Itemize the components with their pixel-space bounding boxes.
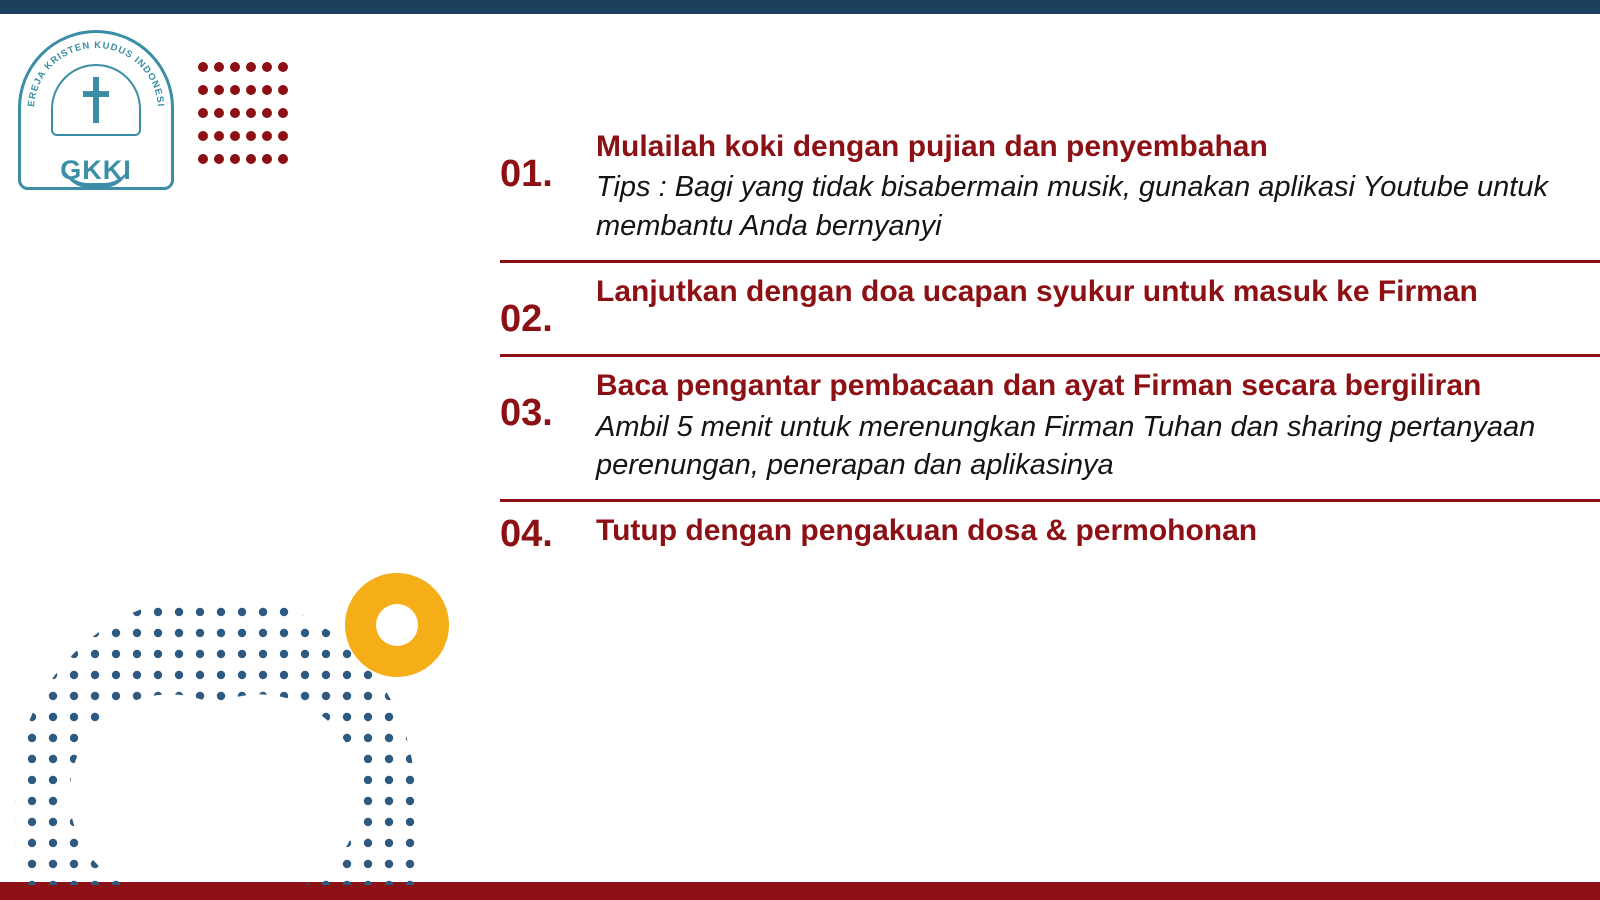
decorative-dot-grid xyxy=(198,62,294,177)
step-item xyxy=(500,354,1600,499)
logo-wordmark: GKKI xyxy=(60,155,132,185)
step-content xyxy=(596,512,1600,550)
step-item xyxy=(500,118,1600,260)
step-item xyxy=(500,499,1600,570)
step-number: 02. xyxy=(500,297,553,340)
gkki-logo xyxy=(13,28,178,200)
step-number: 04. xyxy=(500,512,553,555)
step-subtext: Ambil 5 menit untuk merenungkan Firman Tuhan dan sharing pertanyaan perenungan, penerapan dan aplikasinya xyxy=(596,410,1536,482)
step-number: 03. xyxy=(500,392,553,435)
cross-icon xyxy=(79,77,113,123)
logo-arc-label: GEREJA KRISTEN KUDUS INDONESIA xyxy=(13,28,166,108)
step-number: 01. xyxy=(500,153,553,195)
step-heading: Mulailah koki dengan pujian dan penyembahan xyxy=(596,130,1268,163)
step-item xyxy=(500,260,1600,355)
step-content xyxy=(596,273,1600,311)
steps-list xyxy=(500,118,1600,570)
step-subtext: Tips : Bagi yang tidak bisabermain musik, gunakan aplikasi Youtube untuk membantu Anda bernyanyi xyxy=(596,171,1548,242)
step-heading: Baca pengantar pembacaan dan ayat Firman secara bergiliran xyxy=(596,369,1482,403)
step-content xyxy=(596,367,1600,485)
step-heading: Lanjutkan dengan doa ucapan syukur untuk masuk ke Firman xyxy=(596,274,1478,308)
step-heading: Tutup dengan pengakuan dosa & permohonan xyxy=(596,513,1258,547)
decorative-ring xyxy=(345,573,449,677)
step-content xyxy=(596,128,1600,246)
top-accent-bar xyxy=(0,0,1600,14)
